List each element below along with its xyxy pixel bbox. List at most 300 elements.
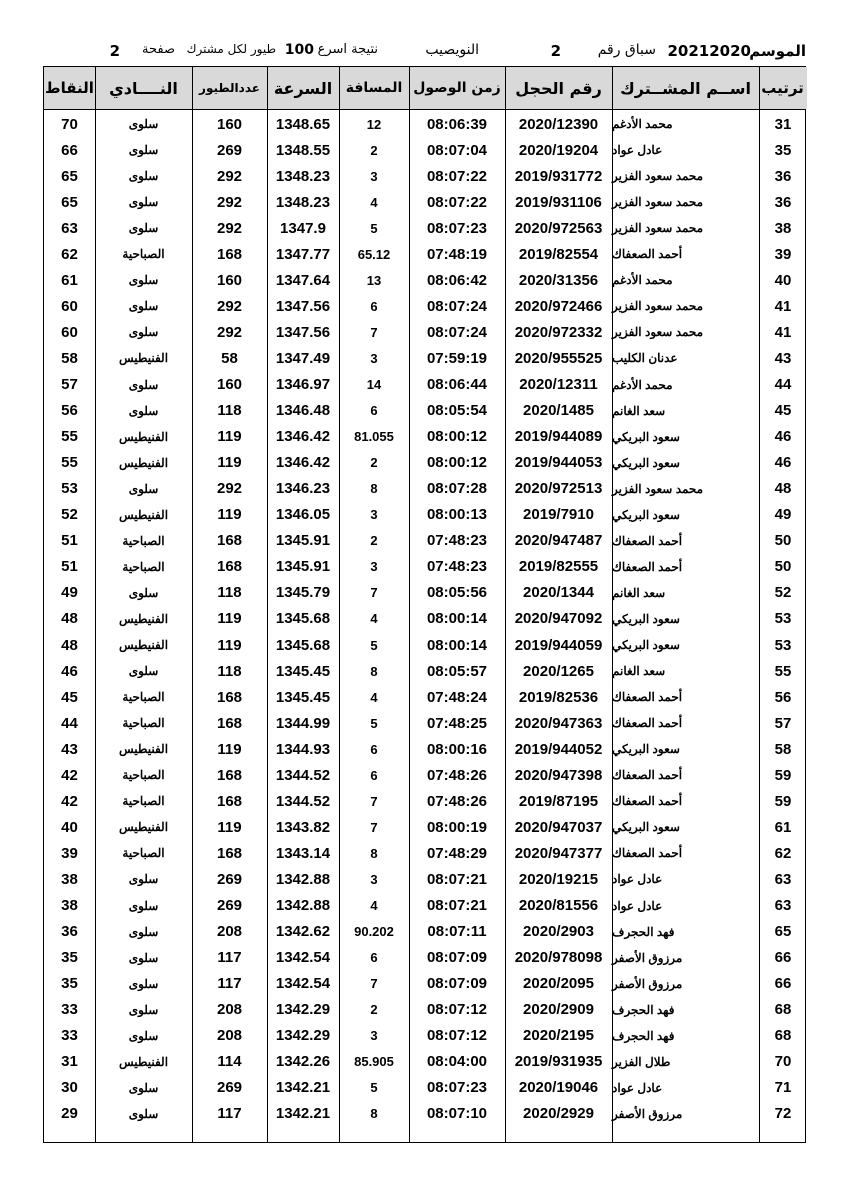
ring-number-cell: 2019/944059: [514, 636, 603, 654]
birds-count-cell: 118: [217, 402, 242, 420]
club-cell: سلوى: [128, 924, 159, 939]
club-cell: سلوى: [128, 403, 159, 418]
ring-number-cell: 2019/944052: [514, 740, 603, 758]
birds-count-cell: 269: [216, 870, 243, 888]
ring-number-cell: 2019/931772: [514, 167, 603, 185]
name-cell: محمد الأدغم: [612, 273, 673, 288]
club-cell: سلوى: [128, 273, 159, 288]
points-cell: 38: [61, 897, 78, 914]
birds-count-cell: 160: [216, 115, 243, 133]
table-row: [44, 684, 805, 710]
speed-cell: 1347.9: [280, 219, 326, 237]
rank-cell: 40: [774, 271, 792, 289]
table-row: [44, 1101, 805, 1127]
speed-cell: 1346.48: [275, 402, 331, 420]
name-cell: سعود البريكي: [612, 429, 680, 444]
speed-cell: 1342.54: [275, 975, 331, 993]
speed-cell: 1342.62: [275, 923, 331, 941]
distance-cell: 2: [370, 455, 378, 471]
club-cell: سلوى: [128, 195, 159, 210]
distance-cell: 4: [370, 898, 378, 913]
name-cell: مرزوق الأصفر: [612, 1106, 683, 1121]
ring-number-cell: 2020/947398: [514, 766, 603, 784]
distance-cell: 2: [370, 142, 378, 158]
table-row: [44, 319, 805, 345]
distance-cell: 5: [370, 715, 378, 731]
distance-cell: 3: [370, 350, 378, 366]
ring-number-cell: 2020/2909: [523, 1001, 594, 1019]
table-row: [44, 163, 805, 189]
ring-number-cell: 2020/12311: [519, 376, 598, 393]
points-cell: 33: [61, 1001, 78, 1019]
birds-count-cell: 118: [217, 584, 242, 602]
arrival-time-cell: 07:48:24: [426, 688, 488, 706]
speed-cell: 1347.77: [275, 245, 331, 263]
club-cell: سلوى: [128, 950, 159, 965]
arrival-time-cell: 08:06:39: [426, 115, 488, 133]
distance-cell: 65.12: [357, 246, 391, 262]
report-title-line: [44, 42, 806, 64]
table-row: [44, 1075, 805, 1101]
club-cell: الفنيطيس: [118, 820, 169, 835]
name-cell: محمد سعود الفزير: [612, 169, 704, 184]
ring-number-cell: 2019/82555: [518, 558, 599, 576]
points-cell: 49: [61, 584, 78, 602]
ring-number-cell: 2019/931106: [515, 193, 602, 211]
rank-cell: 68: [774, 1027, 792, 1045]
speed-cell: 1347.56: [275, 297, 331, 315]
distance-cell: 7: [370, 976, 378, 992]
arrival-time-cell: 08:00:14: [426, 610, 488, 628]
club-cell: الصباحية: [122, 768, 165, 783]
arrival-time-cell: 07:48:23: [426, 558, 488, 576]
name-cell: محمد سعود الفزير: [612, 481, 704, 496]
rank-cell: 45: [774, 402, 792, 420]
distance-cell: 2: [370, 1002, 378, 1018]
rank-cell: 55: [774, 662, 792, 680]
points-cell: 60: [61, 297, 78, 315]
arrival-time-cell: 08:07:21: [426, 870, 488, 888]
season-value: 20212020: [667, 42, 751, 60]
speed-cell: 1345.79: [275, 584, 331, 602]
club-cell: سلوى: [128, 325, 159, 340]
club-cell: سلوى: [128, 1002, 159, 1017]
speed-cell: 1347.56: [275, 323, 331, 341]
table-row: [44, 1049, 805, 1075]
speed-cell: 1342.21: [275, 1105, 331, 1123]
club-cell: سلوى: [128, 1028, 159, 1043]
season-label: الموسم: [749, 42, 806, 60]
distance-cell: 81.055: [354, 429, 394, 445]
birds-count-cell: 168: [216, 688, 243, 706]
name-cell: أحمد الصعفاك: [612, 533, 683, 548]
header-name: اســم المشــترك: [620, 78, 751, 98]
name-cell: سعود البريكي: [612, 742, 680, 757]
ring-number-cell: 2020/2195: [523, 1027, 594, 1045]
distance-cell: 12: [366, 116, 382, 132]
name-cell: مرزوق الأصفر: [612, 976, 683, 991]
speed-cell: 1347.64: [275, 271, 331, 289]
arrival-time-cell: 08:04:00: [426, 1053, 488, 1071]
ring-number-cell: 2020/947037: [514, 818, 603, 836]
ring-number-cell: 2019/87195: [518, 792, 599, 810]
name-cell: أحمد الصعفاك: [612, 559, 683, 574]
result-label: نتيجة اسرع: [317, 42, 378, 57]
rank-cell: 53: [774, 636, 792, 654]
club-cell: الفنيطيس: [118, 742, 169, 757]
distance-cell: 6: [370, 741, 378, 757]
table-row: [44, 736, 805, 762]
distance-cell: 4: [370, 194, 378, 210]
arrival-time-cell: 08:05:57: [426, 662, 488, 680]
ring-number-cell: 2020/1265: [523, 662, 594, 680]
speed-cell: 1342.29: [275, 1001, 331, 1019]
birds-count-cell: 208: [216, 1027, 243, 1045]
distance-cell: 6: [370, 950, 378, 966]
birds-count-cell: 58: [221, 349, 238, 367]
points-cell: 40: [61, 818, 78, 836]
arrival-time-cell: 08:00:12: [426, 454, 488, 472]
club-cell: سلوى: [128, 1106, 159, 1121]
speed-cell: 1345.45: [275, 688, 331, 706]
speed-cell: 1346.05: [275, 506, 331, 524]
arrival-time-cell: 07:48:19: [426, 245, 488, 263]
birds-count-cell: 117: [217, 975, 242, 993]
name-cell: سعد الغانم: [612, 585, 666, 600]
arrival-time-cell: 07:48:26: [426, 766, 488, 784]
rank-cell: 38: [774, 219, 792, 237]
rank-cell: 50: [774, 532, 792, 550]
table-row: [44, 606, 805, 632]
club-cell: سلوى: [128, 221, 159, 236]
name-cell: محمد الأدغم: [612, 117, 673, 131]
speed-cell: 1343.82: [275, 818, 331, 836]
ring-number-cell: 2020/81556: [518, 897, 599, 914]
rank-cell: 65: [774, 923, 792, 941]
club-cell: الصباحية: [122, 533, 165, 548]
name-cell: فهد الحجرف: [612, 924, 675, 939]
ring-number-cell: 2020/2903: [523, 923, 594, 941]
table-row: [44, 866, 805, 892]
birds-count-cell: 119: [217, 454, 242, 472]
arrival-time-cell: 08:07:24: [426, 323, 488, 341]
table-row: [44, 372, 805, 398]
arrival-time-cell: 08:07:21: [426, 897, 488, 914]
page-label: صفحة: [142, 42, 175, 57]
points-cell: 48: [61, 610, 78, 628]
name-cell: فهد الحجرف: [612, 1002, 675, 1017]
speed-cell: 1346.42: [275, 428, 331, 446]
birds-count-cell: 119: [217, 818, 242, 836]
arrival-time-cell: 08:07:12: [426, 1027, 488, 1045]
birds-count-cell: 168: [216, 558, 243, 576]
distance-cell: 5: [370, 637, 378, 653]
header-divider: [43, 109, 806, 110]
rank-cell: 50: [774, 558, 792, 576]
speed-cell: 1342.29: [275, 1027, 331, 1045]
points-cell: 63: [61, 219, 78, 237]
name-cell: عادل عواد: [612, 1080, 663, 1095]
ring-number-cell: 2019/82554: [518, 245, 599, 263]
club-cell: سلوى: [128, 1080, 159, 1095]
speed-cell: 1345.45: [275, 662, 331, 680]
distance-cell: 13: [366, 272, 382, 288]
name-cell: عادل عواد: [612, 872, 663, 887]
name-cell: أحمد الصعفاك: [612, 247, 683, 262]
ring-number-cell: 2019/944089: [514, 428, 603, 446]
distance-cell: 14: [366, 377, 382, 392]
table-row: [44, 398, 805, 424]
arrival-time-cell: 08:07:09: [426, 975, 488, 993]
distance-cell: 85.905: [354, 1054, 394, 1070]
table-row: [44, 1023, 805, 1049]
arrival-time-cell: 08:07:10: [426, 1105, 488, 1123]
birds-count-cell: 269: [216, 897, 243, 914]
distance-cell: 4: [370, 689, 378, 705]
ring-number-cell: 2019/931935: [514, 1053, 603, 1071]
header-arrival: زمن الوصول: [413, 80, 501, 96]
rank-cell: 41: [774, 297, 792, 315]
arrival-time-cell: 08:07:11: [427, 923, 487, 941]
table-row: [44, 632, 805, 658]
name-cell: أحمد الصعفاك: [612, 768, 683, 783]
rank-cell: 70: [774, 1053, 792, 1071]
points-cell: 55: [61, 454, 78, 472]
ring-number-cell: 2020/947363: [514, 714, 603, 732]
speed-cell: 1345.91: [275, 558, 331, 576]
birds-count-cell: 119: [217, 428, 242, 446]
table-row: [44, 189, 805, 215]
name-cell: سعود البريكي: [612, 507, 680, 522]
name-cell: عدنان الكليب: [612, 351, 678, 366]
club-cell: سلوى: [128, 299, 159, 314]
birds-count-cell: 117: [217, 1105, 242, 1123]
rank-cell: 59: [774, 766, 792, 784]
club-cell: الصباحية: [122, 559, 165, 574]
points-cell: 60: [61, 323, 78, 341]
points-cell: 55: [61, 428, 78, 446]
rank-cell: 31: [774, 115, 792, 133]
arrival-time-cell: 08:07:09: [426, 949, 488, 967]
header-distance: المسافة: [345, 80, 403, 96]
arrival-time-cell: 08:07:28: [426, 480, 488, 498]
points-cell: 42: [61, 766, 78, 784]
birds-count-cell: 269: [216, 141, 243, 159]
speed-cell: 1344.52: [275, 766, 331, 784]
ring-number-cell: 2020/972513: [514, 480, 603, 498]
race-label: سباق رقم: [597, 42, 656, 58]
points-cell: 58: [61, 349, 78, 367]
rank-cell: 41: [774, 323, 792, 341]
club-cell: الصباحية: [122, 690, 165, 705]
points-cell: 48: [61, 636, 78, 654]
rank-cell: 62: [774, 844, 792, 862]
points-cell: 52: [61, 506, 78, 524]
table-row: [44, 840, 805, 866]
table-row: [44, 762, 805, 788]
rank-cell: 57: [774, 714, 792, 732]
speed-cell: 1342.54: [275, 949, 331, 967]
name-cell: محمد الأدغم: [612, 377, 673, 392]
club-cell: سلوى: [128, 377, 159, 392]
speed-cell: 1347.49: [275, 349, 331, 367]
club-cell: الفنيطيس: [118, 611, 169, 626]
distance-cell: 5: [370, 1080, 378, 1096]
speed-cell: 1342.88: [275, 897, 331, 914]
ring-number-cell: 2019/82536: [518, 688, 599, 706]
birds-count-cell: 168: [216, 766, 243, 784]
name-cell: محمد سعود الفزير: [612, 195, 704, 210]
arrival-time-cell: 08:07:04: [426, 141, 488, 159]
birds-count-cell: 208: [216, 923, 243, 941]
speed-cell: 1345.68: [275, 610, 331, 628]
name-cell: عادل عواد: [612, 898, 663, 913]
speed-cell: 1345.91: [275, 532, 331, 550]
header-rank: ترتيب: [761, 79, 804, 97]
table-row: [44, 528, 805, 554]
points-cell: 38: [61, 870, 78, 888]
arrival-time-cell: 08:00:19: [426, 818, 488, 836]
name-cell: سعود البريكي: [612, 455, 680, 470]
ring-number-cell: 2020/2095: [523, 975, 594, 993]
rank-cell: 46: [774, 454, 792, 472]
birds-count-cell: 118: [217, 662, 242, 680]
birds-label: طيور لكل مشترك: [186, 42, 276, 56]
speed-cell: 1345.68: [275, 636, 331, 654]
name-cell: سعد الغانم: [612, 403, 666, 418]
name-cell: عادل عواد: [612, 143, 663, 158]
club-cell: سلوى: [128, 481, 159, 496]
distance-cell: 3: [370, 559, 378, 575]
arrival-time-cell: 08:07:23: [426, 219, 488, 237]
arrival-time-cell: 07:48:25: [426, 714, 488, 732]
club-cell: الصباحية: [122, 794, 165, 809]
points-cell: 44: [61, 714, 78, 732]
rank-cell: 44: [774, 376, 792, 393]
header-ring: رقم الحجل: [515, 78, 602, 98]
rank-cell: 63: [774, 870, 792, 888]
distance-cell: 5: [370, 220, 378, 236]
points-cell: 51: [61, 558, 78, 576]
points-cell: 51: [61, 532, 78, 550]
rank-cell: 63: [774, 897, 792, 914]
table-row: [44, 111, 805, 137]
ring-number-cell: 2020/978098: [514, 949, 603, 967]
arrival-time-cell: 08:00:16: [426, 740, 488, 758]
table-row: [44, 502, 805, 528]
table-row: [44, 137, 805, 163]
race-number: 2: [550, 42, 561, 60]
distance-cell: 6: [370, 403, 378, 419]
club-cell: سلوى: [128, 976, 159, 991]
header-club: النــــادي: [109, 78, 178, 98]
distance-cell: 6: [370, 767, 378, 783]
points-cell: 33: [61, 1027, 78, 1045]
ring-number-cell: 2020/1344: [523, 584, 594, 602]
name-cell: محمد سعود الفزير: [612, 221, 704, 236]
header-birds: عددالطيور: [199, 81, 260, 95]
arrival-time-cell: 07:48:26: [426, 792, 488, 810]
table-row: [44, 971, 805, 997]
points-cell: 30: [61, 1079, 78, 1097]
table-row: [44, 267, 805, 293]
club-cell: الفنيطيس: [118, 638, 169, 652]
speed-cell: 1348.65: [275, 115, 331, 133]
speed-cell: 1343.14: [275, 844, 331, 862]
rank-cell: 48: [774, 480, 792, 498]
birds-count-cell: 292: [216, 193, 243, 211]
table-row: [44, 476, 805, 502]
distance-cell: 8: [370, 663, 378, 679]
rank-cell: 72: [774, 1105, 792, 1123]
table-row: [44, 241, 805, 267]
ring-number-cell: 2020/955525: [514, 349, 603, 367]
name-cell: سعود البريكي: [612, 820, 680, 835]
distance-cell: 7: [370, 793, 378, 809]
birds-count-cell: 208: [216, 1001, 243, 1019]
table-row: [44, 293, 805, 319]
speed-cell: 1346.97: [275, 376, 331, 393]
arrival-time-cell: 08:07:24: [426, 297, 488, 315]
ring-number-cell: 2020/947092: [514, 610, 603, 628]
speed-cell: 1346.23: [275, 480, 331, 498]
arrival-time-cell: 08:00:13: [426, 506, 488, 524]
points-cell: 31: [61, 1053, 78, 1071]
speed-cell: 1344.99: [275, 714, 331, 732]
header-points: النقاط: [45, 79, 94, 97]
distance-cell: 3: [370, 507, 378, 523]
rank-cell: 58: [774, 740, 792, 758]
name-cell: طلال الفزير: [612, 1054, 671, 1069]
club-cell: سلوى: [128, 585, 159, 600]
table-row: [44, 710, 805, 736]
points-cell: 70: [61, 115, 78, 133]
distance-cell: 90.202: [354, 924, 394, 940]
points-cell: 36: [61, 923, 78, 941]
speed-cell: 1342.88: [275, 870, 331, 888]
distance-cell: 3: [370, 871, 378, 887]
club-cell: سلوى: [128, 872, 159, 887]
distance-cell: 8: [370, 481, 378, 497]
speed-cell: 1342.26: [275, 1053, 331, 1071]
distance-cell: 4: [370, 611, 378, 627]
arrival-time-cell: 08:05:56: [426, 584, 488, 602]
birds-count-cell: 292: [216, 167, 243, 185]
club-cell: سلوى: [128, 664, 159, 679]
birds-count-cell: 119: [217, 636, 242, 654]
points-cell: 39: [61, 844, 78, 862]
arrival-time-cell: 08:06:44: [426, 376, 488, 393]
birds-count-cell: 168: [216, 245, 243, 263]
rank-cell: 71: [774, 1079, 792, 1097]
table-row: [44, 554, 805, 580]
name-cell: أحمد الصعفاك: [612, 794, 683, 809]
birds-count-cell: 292: [216, 480, 243, 498]
ring-number-cell: 2020/19215: [518, 870, 599, 888]
arrival-time-cell: 08:07:22: [426, 193, 488, 211]
points-cell: 35: [61, 949, 78, 967]
distance-cell: 7: [370, 585, 378, 601]
name-cell: أحمد الصعفاك: [612, 716, 683, 731]
distance-cell: 3: [370, 1028, 378, 1044]
ring-number-cell: 2020/972466: [514, 297, 603, 315]
table-row: [44, 580, 805, 606]
table-row: [44, 424, 805, 450]
name-cell: أحمد الصعفاك: [612, 690, 683, 705]
page-number: 2: [109, 42, 120, 60]
arrival-time-cell: 08:07:12: [426, 1001, 488, 1019]
ring-number-cell: 2020/19204: [518, 141, 599, 159]
